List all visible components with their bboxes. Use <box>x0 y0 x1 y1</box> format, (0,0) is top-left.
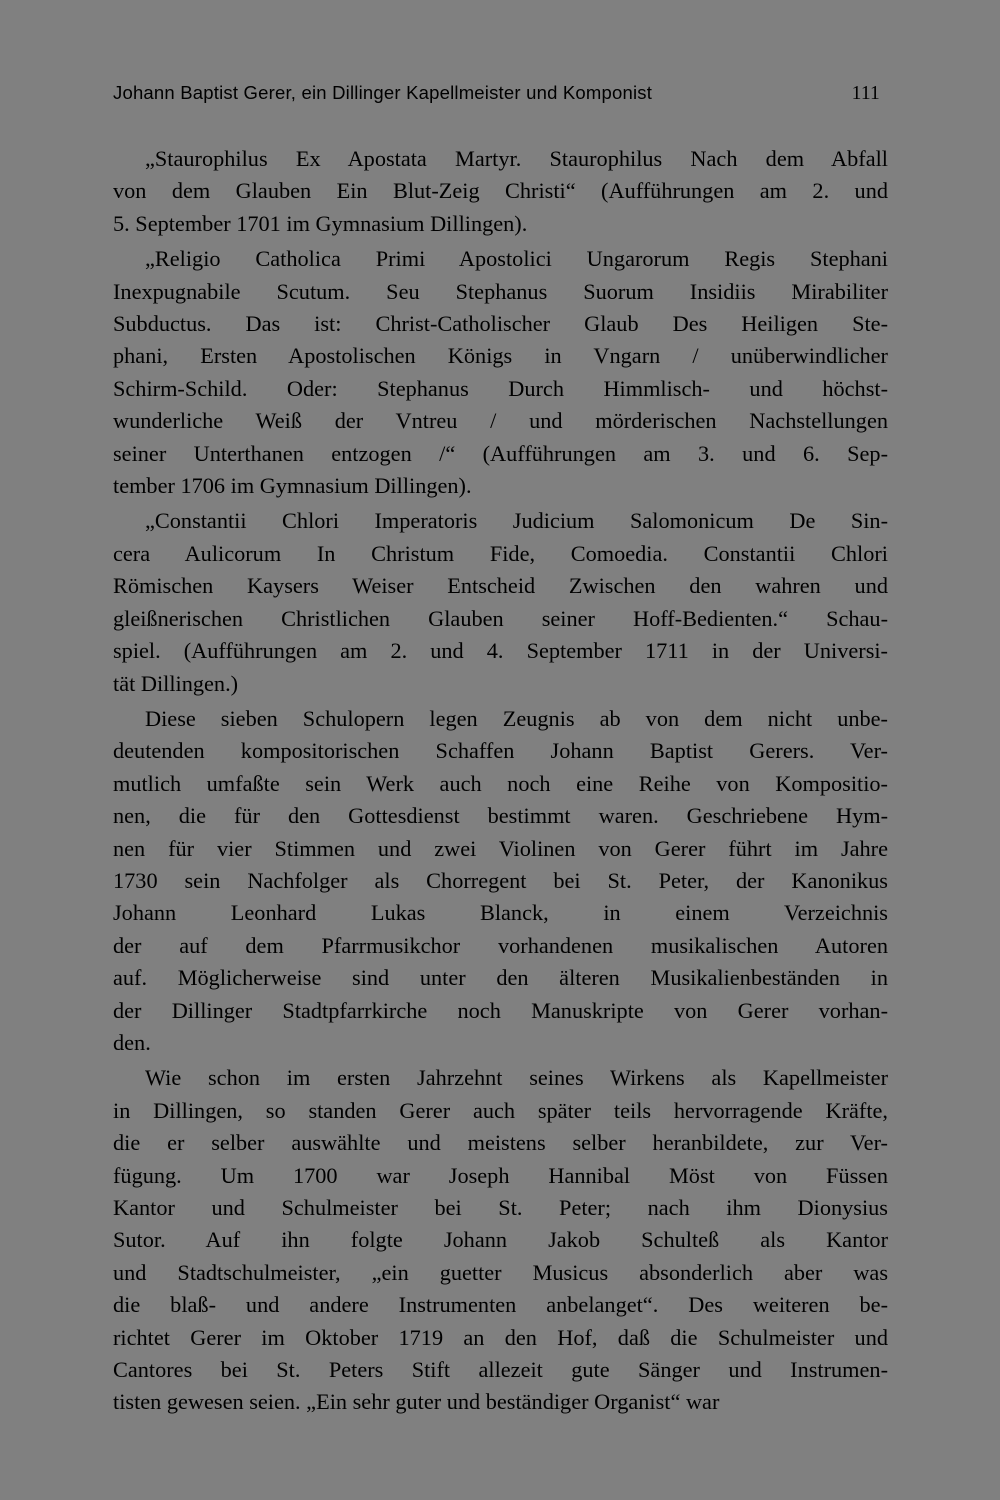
paragraph-religio <box>113 243 888 502</box>
page-number: 111 <box>851 83 880 104</box>
body-text <box>113 143 888 1422</box>
text-line: cera Aulicorum In Christum Fide, Comoedia. Constantii Chlori <box>113 540 888 566</box>
text-line: fügung. Um 1700 war Joseph Hannibal Möst von Füssen <box>113 1162 888 1188</box>
text-line: Cantores bei St. Peters Stift allezeit gute Sänger und Instrumen- <box>113 1357 888 1383</box>
text-line: Kantor und Schulmeister bei St. Peter; nach ihm Dionysius <box>113 1195 888 1220</box>
text-line: tisten gewesen seien. „Ein sehr guter und beständiger Organist“ war <box>113 1389 720 1415</box>
text-line: und Stadtschulmeister, „ein guetter Musicus absonderlich aber was <box>113 1259 888 1285</box>
text-line: auf. Möglicherweise sind unter den älteren Musikalienbeständen in <box>113 965 888 991</box>
text-line: nen für vier Stimmen und zwei Violinen von Gerer führt im Jahre <box>113 835 888 861</box>
text-line: mutlich umfaßte sein Werk auch noch eine Reihe von Kompositio- <box>113 770 888 796</box>
text-line: wunderliche Weiß der Vntreu / und mörderischen Nachstellungen <box>113 408 888 434</box>
text-line: Schirm-Schild. Oder: Stephanus Durch Himmlisch- und höchst- <box>113 375 888 401</box>
text-line: tember 1706 im Gymnasium Dillingen). <box>113 473 472 499</box>
text-line: Subductus. Das ist: Christ-Catholischer Glaub Des Heiligen Ste- <box>113 311 888 337</box>
running-header <box>113 82 880 105</box>
text-line: deutenden kompositorischen Schaffen Johann Baptist Gerers. Ver- <box>113 738 888 764</box>
text-line: spiel. (Aufführungen am 2. und 4. September 1711 in der Universi- <box>113 638 888 664</box>
text-line: Wie schon im ersten Jahrzehnt seines Wirkens als Kapellmeister <box>145 1065 888 1091</box>
text-line: der Dillinger Stadtpfarrkirche noch Manuskripte von Gerer vorhan- <box>113 997 888 1023</box>
text-line: Inexpugnabile Scutum. Seu Stephanus Suorum Insidiis Mirabiliter <box>113 278 888 304</box>
text-line: gleißnerischen Christlichen Glauben seiner Hoff-Bedienten.“ Schau- <box>113 605 888 631</box>
text-line: 1730 sein Nachfolger als Chorregent bei St. Peter, der Kanonikus <box>113 867 888 893</box>
paragraph-schulopern <box>113 703 888 1059</box>
text-line: phani, Ersten Apostolischen Königs in Vngarn / unüberwindlicher <box>113 343 888 369</box>
text-line: in Dillingen, so standen Gerer auch später teils hervorragende Kräfte, <box>113 1097 888 1123</box>
text-line: 5. September 1701 im Gymnasium Dillingen). <box>113 210 528 236</box>
text-line: von dem Glauben Ein Blut-Zeig Christi“ (Aufführungen am 2. und <box>113 178 888 204</box>
text-line: die er selber auswählte und meistens selber heranbildete, zur Ver- <box>113 1130 888 1156</box>
text-line: Sutor. Auf ihn folgte Johann Jakob Schulteß als Kantor <box>113 1227 888 1253</box>
text-line: Römischen Kaysers Weiser Entscheid Zwischen den wahren und <box>113 573 888 599</box>
running-title: Johann Baptist Gerer, ein Dillinger Kapellmeister und Komponist <box>113 82 653 103</box>
paragraph-staurophilus <box>113 143 888 240</box>
text-line: nen, die für den Gottesdienst bestimmt waren. Geschriebene Hym- <box>113 803 888 829</box>
text-line: richtet Gerer im Oktober 1719 an den Hof, daß die Schulmeister und <box>113 1324 888 1350</box>
text-line: die blaß- und andere Instrumenten anbelanget“. Des weiteren be- <box>113 1292 888 1318</box>
text-line: seiner Unterthanen entzogen /“ (Aufführungen am 3. und 6. Sep- <box>113 440 888 466</box>
text-line: Diese sieben Schulopern legen Zeugnis ab von dem nicht unbe- <box>145 705 888 731</box>
paragraph-constantii <box>113 505 888 699</box>
text-line: „Religio Catholica Primi Apostolici Ungarorum Regis Stephani <box>145 246 888 272</box>
paragraph-kapellmeister <box>113 1062 888 1418</box>
text-line: Johann Leonhard Lukas Blanck, in einem Verzeichnis <box>113 900 888 926</box>
text-line: der auf dem Pfarrmusikchor vorhandenen musikalischen Autoren <box>113 932 888 958</box>
text-line: tät Dillingen.) <box>113 670 239 696</box>
text-line: den. <box>113 1029 151 1055</box>
text-line: „Constantii Chlori Imperatoris Judicium Salomonicum De Sin- <box>145 508 888 534</box>
text-line: „Staurophilus Ex Apostata Martyr. Staurophilus Nach dem Abfall <box>145 146 888 171</box>
